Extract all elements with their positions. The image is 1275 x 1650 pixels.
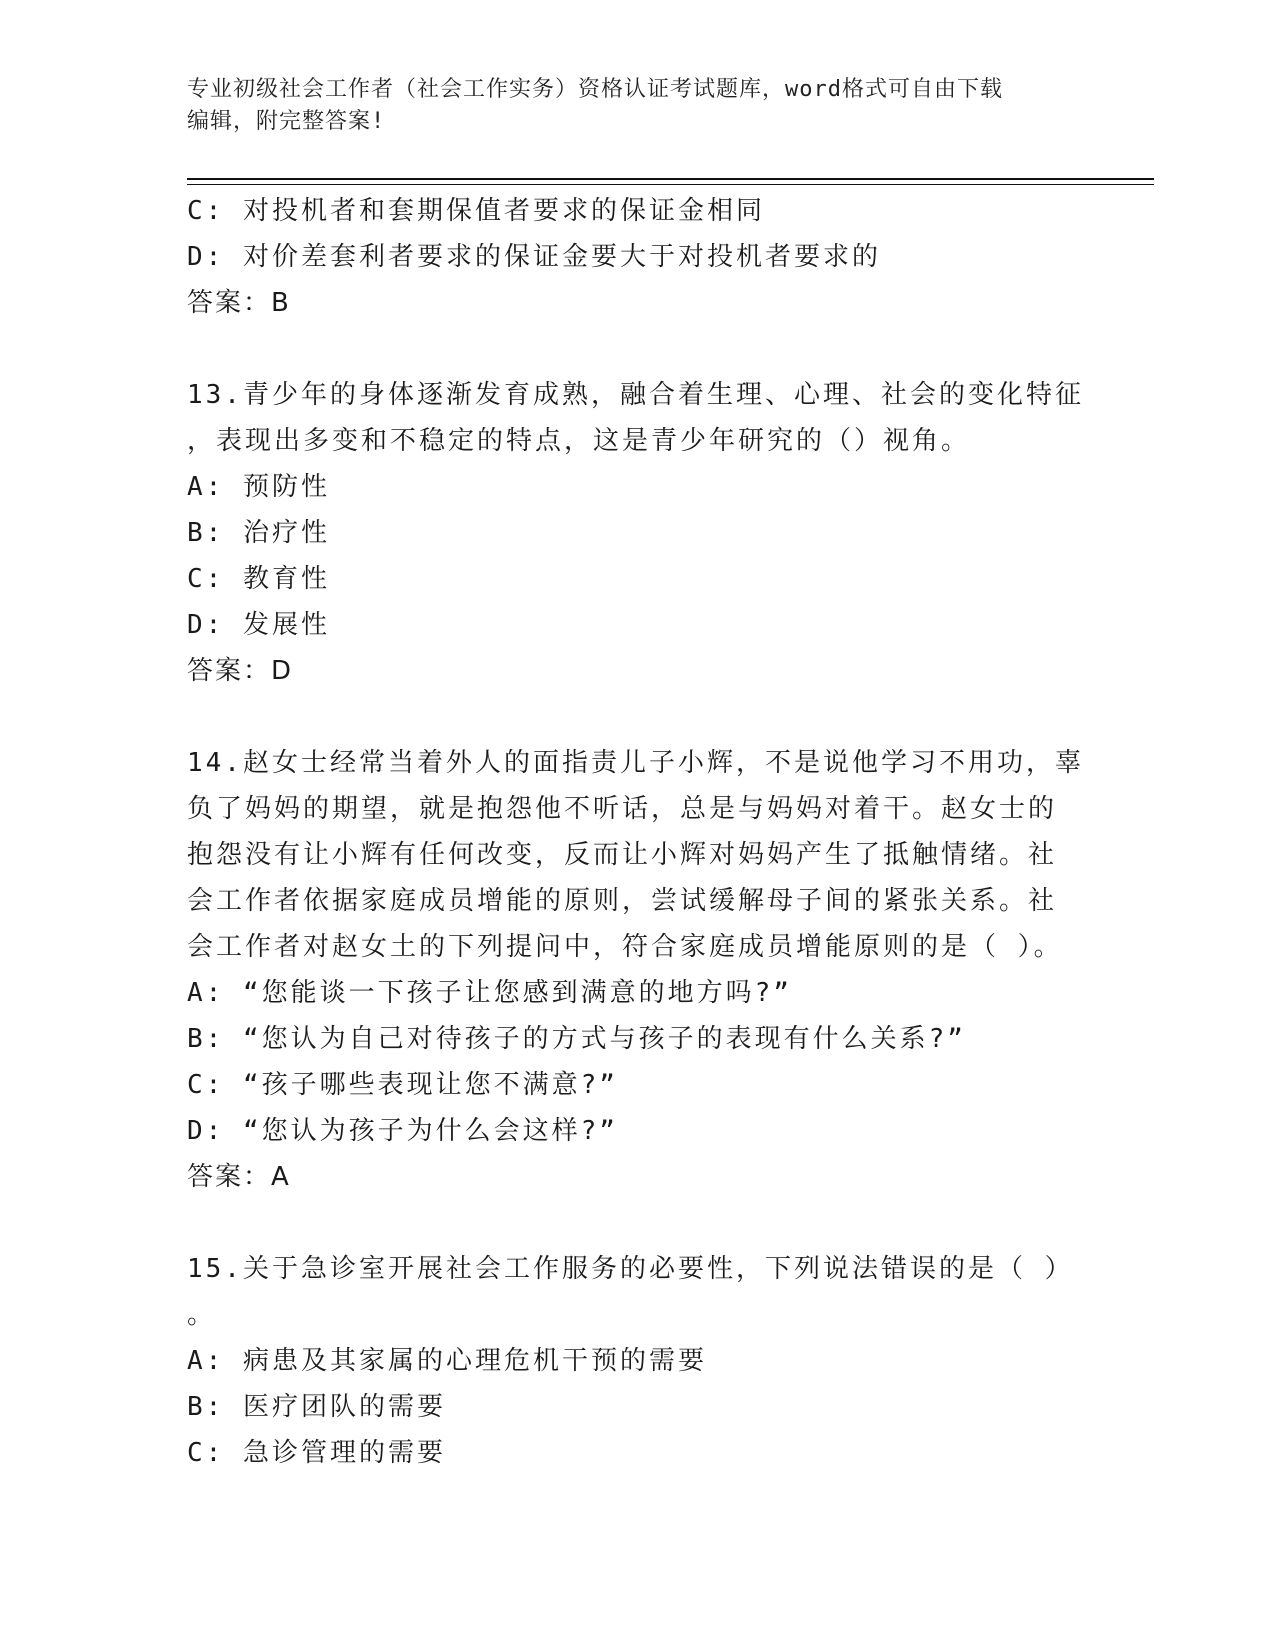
question-text-line: 13.青少年的身体逐渐发育成熟，融合着生理、心理、社会的变化特征	[187, 380, 1084, 410]
question-text-line: 。	[187, 1300, 217, 1330]
question-list	[187, 188, 1087, 1476]
option-b: B: “您认为自己对待孩子的方式与孩子的表现有什么关系?”	[187, 1024, 966, 1054]
question-text-line: 负了妈妈的期望，就是抱怨他不听话，总是与妈妈对着干。赵女士的	[187, 794, 1058, 824]
question-text-line: 14.赵女士经常当着外人的面指责儿子小辉，不是说他学习不用功，辜	[187, 748, 1084, 778]
header-line-2: 编辑，附完整答案!	[187, 109, 386, 134]
document-header	[187, 74, 1087, 138]
answer: 答案：B	[187, 288, 291, 318]
answer: 答案：A	[187, 1162, 291, 1192]
question-14	[187, 740, 1087, 1200]
header-rule-thin	[187, 184, 1154, 185]
option-d: D: 发展性	[187, 610, 330, 640]
option-b: B: 治疗性	[187, 518, 330, 548]
option-a: A: 病患及其家属的心理危机干预的需要	[187, 1346, 707, 1376]
option-a: A: “您能谈一下孩子让您感到满意的地方吗?”	[187, 978, 792, 1008]
question-text-line: 抱怨没有让小辉有任何改变，反而让小辉对妈妈产生了抵触情绪。社	[187, 840, 1058, 870]
header-line-1: 专业初级社会工作者（社会工作实务）资格认证考试题库，word格式可自由下载	[187, 77, 1003, 102]
option-a: A: 预防性	[187, 472, 330, 502]
question-text-line: 会工作者依据家庭成员增能的原则，尝试缓解母子间的紧张关系。社	[187, 886, 1058, 916]
answer: 答案：D	[187, 656, 294, 686]
question-13	[187, 372, 1087, 694]
question-text-line: 会工作者对赵女土的下列提问中，符合家庭成员增能原则的是（ ）。	[187, 932, 1063, 962]
header-rule-thick	[187, 178, 1154, 180]
option-c: C: 教育性	[187, 564, 330, 594]
option-d: D: “您认为孩子为什么会这样?”	[187, 1116, 618, 1146]
option-d: D: 对价差套利者要求的保证金要大于对投机者要求的	[187, 242, 881, 272]
question-text-line: 15.关于急诊室开展社会工作服务的必要性，下列说法错误的是（ ）	[187, 1254, 1074, 1284]
option-c: C: “孩子哪些表现让您不满意?”	[187, 1070, 618, 1100]
option-c: C: 急诊管理的需要	[187, 1438, 446, 1468]
question-text-line: ，表现出多变和不稳定的特点，这是青少年研究的（）视角。	[187, 426, 971, 456]
continued-question	[187, 188, 1087, 326]
question-15	[187, 1246, 1087, 1476]
option-c: C: 对投机者和套期保值者要求的保证金相同	[187, 196, 765, 226]
option-b: B: 医疗团队的需要	[187, 1392, 446, 1422]
